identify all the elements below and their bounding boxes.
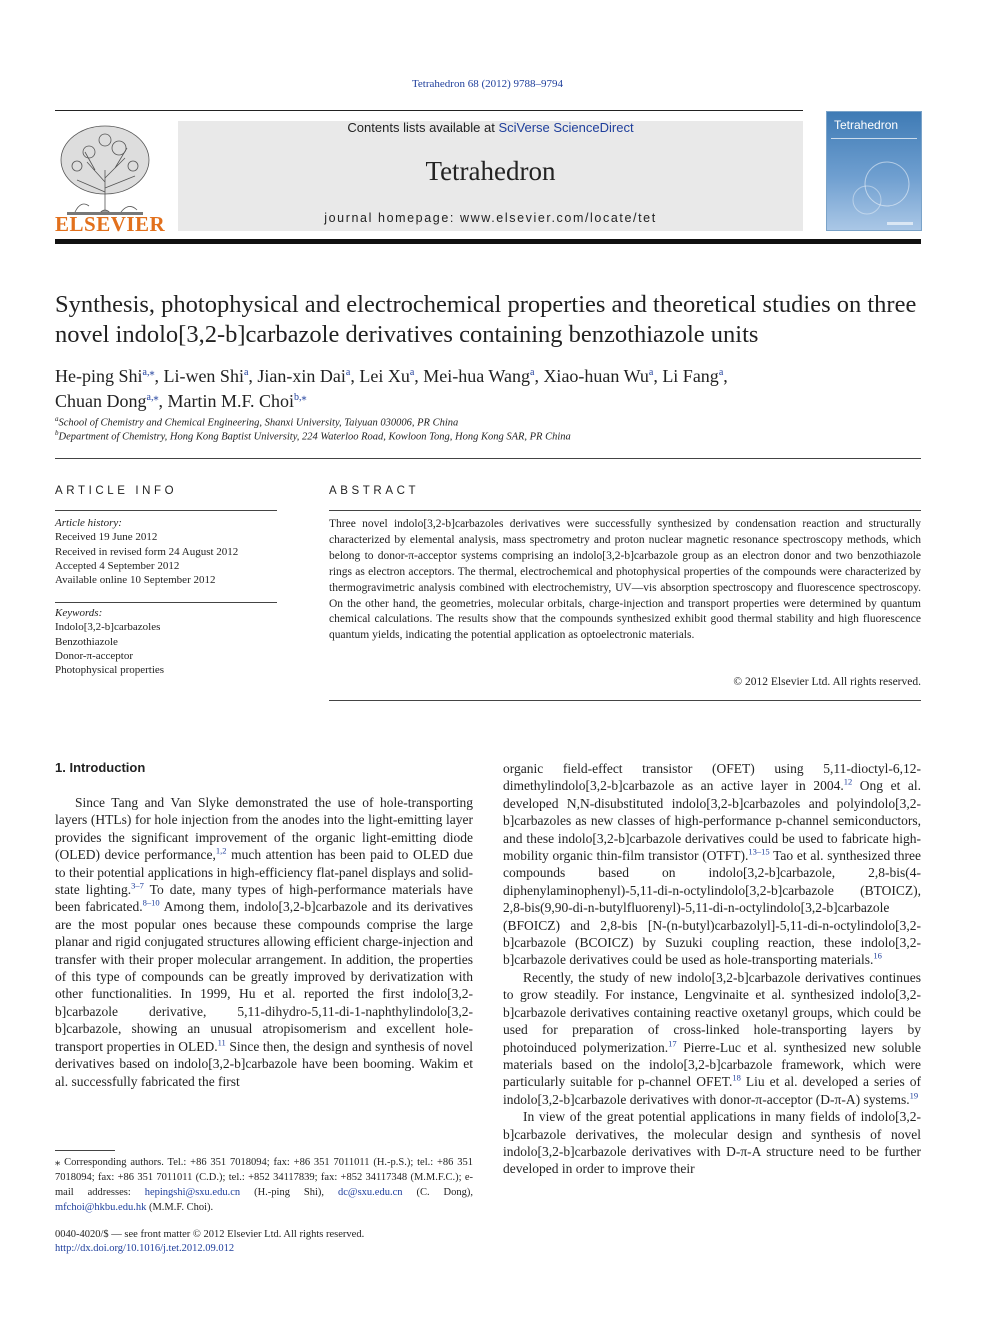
keyword-list (55, 620, 164, 677)
abstract-text: Three novel indolo[3,2-b]carbazoles derivatives were successfully synthesized by condensation reaction and structurally characterized by elemental analysis, mass spectrometry and proton nuclear magnetic resonance spectroscopy methods, which belong to donor-π-acceptor systems comprising an indolo[3,2-b]carbazole group as an electron donor and two benzothiazole rings as electron acceptors. The thermal, electrochemical and photophysical properties of the compounds were characterized by thermogravimetric analysis combined with electrochemistry, UV—vis absorption spectroscopy and fluorescence spectroscopy. On the other hand, the geometries, molecular orbitals, charge-injection and transport properties were determined by quantum chemical calculations. The results show that the compounds synthesized exhibit good thermal stability and high fluorescence quantum yields, indicating the potential application as optoelectronic materials. (329, 518, 921, 642)
reference-link[interactable]: 13–15 (748, 846, 770, 857)
abstract-heading: ABSTRACT (329, 485, 420, 497)
author-affiliation-mark[interactable]: a (243, 367, 249, 378)
contents-line: Contents lists available at SciVerse ScienceDirect (347, 120, 634, 135)
article-history (55, 516, 238, 587)
history-list (55, 530, 238, 587)
reference-link[interactable]: 16 (873, 950, 882, 961)
journal-name: Tetrahedron (425, 156, 556, 186)
body-column-right (503, 760, 921, 1178)
author-affiliation-mark[interactable]: a (718, 367, 724, 378)
author-name: Chuan Dong (55, 391, 147, 411)
author-list (55, 362, 925, 412)
body-paragraph: Since Tang and Van Slyke demonstrated the use of hole-transporting layers (HTLs) for hole injection from the anodes into the light-emitting layer provides the significant improvement of the organic light-emitting diode (OLED) device performance,$^{1,2}$ much attention has been paid to OLED due to their potential applications in high-efficiency flat-panel displays and solid-state lighting.$^{3-7}$ To date, many types of high-performance materials have been fabricated.$^{8-10}$ Among them, indolo[3,2-b]carbazole and its derivatives are the most popular ones because these compounds comprise the large planar and rigid conjugated structures allowing efficient charge-injection and transfer with their proper molecular arrangement. In addition, the properties of this type of compounds can be greatly improved by derivatization with other functionalities. In 1999, Hu et al. reported the first indolo[3,2-b]carbazole derivative, 5,11-dihydro-5,11-di-1-naphthylindolo[3,2-b]carbazole, showing an unusual atropisomerism and excellent hole-transport properties in OLED.$^{11}$ Since then, the design and synthesis of novel derivatives based on indolo[3,2-b]carbazole have been booming. Wakim et al. successfully fabricated the first (55, 795, 473, 1089)
article-title-text: Synthesis, photophysical and electrochemical properties and theoretical studies on three novel indolo[3,2-b]carbazole derivatives containing benzothiazole units (55, 291, 917, 348)
author-name: Li-wen Shi (163, 366, 244, 386)
reference-link[interactable]: 8–10 (142, 897, 160, 908)
history-item: Available online 10 September 2012 (55, 574, 216, 587)
reference-link[interactable]: 19 (909, 1090, 919, 1101)
reference-link[interactable]: 17 (668, 1038, 677, 1048)
author-name: Martin M.F. Choi (167, 391, 295, 411)
keyword-item: Donor-π-acceptor (55, 649, 134, 662)
author-separator: , (723, 366, 728, 386)
author-separator: , (158, 391, 168, 411)
header-rule (55, 110, 803, 111)
author-name: He-ping Shi (55, 366, 143, 386)
journal-homepage[interactable]: journal homepage: www.elsevier.com/locate/tet (324, 211, 657, 225)
history-item: Accepted 4 September 2012 (55, 559, 180, 572)
article-info-rule (55, 510, 277, 511)
history-label: Article history: (55, 517, 122, 529)
article-title (55, 290, 925, 350)
reference-link[interactable]: 12 (843, 776, 853, 787)
email-link-choi[interactable]: mfchoi@hkbu.edu.hk (55, 1202, 147, 1213)
keyword-item: Indolo[3,2-b]carbazoles (55, 621, 161, 634)
reference-link[interactable]: 3–7 (131, 880, 144, 891)
email-link-dong[interactable]: dc@sxu.edu.cn (338, 1187, 403, 1198)
doi-link[interactable]: http://dx.doi.org/10.1016/j.tet.2012.09.012 (55, 1243, 235, 1254)
author-affiliation-mark[interactable]: a (409, 367, 415, 378)
footnote-rule (55, 1150, 115, 1151)
author-name: Mei-hua Wang (423, 366, 530, 386)
author-separator: , (154, 366, 164, 386)
issn-line: 0040-4020/$ — see front matter © 2012 Elsevier Ltd. All rights reserved. (55, 1229, 365, 1240)
keywords (55, 606, 164, 677)
affiliation-a: $^a$School of Chemistry and Chemical Engineering, Shanxi University, Taiyuan 030006, PR China (55, 415, 459, 429)
author-name: Lei Xu (359, 366, 410, 386)
email-link-shi[interactable]: hepingshi@sxu.edu.cn (144, 1187, 241, 1198)
author-separator: , (414, 366, 424, 386)
article-info-heading: ARTICLE INFO (55, 485, 178, 497)
journal-citation[interactable]: Tetrahedron 68 (2012) 9788–9794 (411, 78, 564, 90)
author-separator: , (534, 366, 544, 386)
affiliation-rule (55, 458, 921, 459)
abstract-bottom-rule (329, 700, 921, 701)
body-paragraph: Recently, the study of new indolo[3,2-b]carbazole derivatives continues to grow steadily. For instance, Lengvinaite et al. synthesized indolo[3,2-b]carbazole derivatives containing reactive oxetanyl groups, which could be used for preparation of cross-linked hole-transporting layers by photoinduced polymerization.$^{17}$ Pierre-Luc et al. synthesized new soluble materials based on the indolo[3,2-b]carbazole framework, which were particularly suitable for p-channel OFET.$^{18}$ Liu et al. developed a series of indolo[3,2-b]carbazole derivatives with donor-π-acceptor (D-π-A) systems.$^{19}$ (503, 969, 922, 1107)
reference-link[interactable]: 18 (732, 1072, 741, 1083)
history-item: Received 19 June 2012 (55, 531, 158, 544)
abstract-top-rule (329, 510, 921, 511)
author-affiliation-mark[interactable]: a (345, 367, 351, 378)
sciencedirect-link[interactable]: SciVerse ScienceDirect (498, 120, 634, 135)
elsevier-logo (55, 122, 166, 236)
section-heading-introduction: 1. Introduction (55, 760, 146, 775)
author-name: Jian-xin Dai (257, 366, 346, 386)
author-affiliation-mark[interactable]: a (648, 367, 654, 378)
publisher-wordmark: ELSEVIER (55, 212, 166, 236)
author-separator: , (653, 366, 663, 386)
affiliation-b: $^b$Department of Chemistry, Hong Kong Baptist University, 224 Waterloo Road, Kowloon Tong, Hong Kong SAR, PR China (55, 429, 571, 443)
history-item: Received in revised form 24 August 2012 (55, 545, 239, 558)
author-affiliation-mark[interactable]: a,⁎ (142, 367, 155, 378)
body-paragraph: In view of the great potential applications in many fields of indolo[3,2-b]carbazole derivatives, the molecular design and synthesis of novel indolo[3,2-b]carbazole derivatives with D-π-A structure need to be further developed in order to improve their (503, 1109, 921, 1177)
keywords-rule (55, 602, 277, 603)
author-affiliation-mark[interactable]: a,⁎ (146, 392, 159, 403)
author-separator: , (350, 366, 360, 386)
author-name: Li Fang (662, 366, 719, 386)
abstract-copyright: © 2012 Elsevier Ltd. All rights reserved. (733, 676, 921, 688)
author-name: Xiao-huan Wu (543, 366, 649, 386)
author-affiliation-mark[interactable]: b,⁎ (294, 392, 307, 403)
body-paragraph: organic field-effect transistor (OFET) using 5,11-dioctyl-6,12-dimethylindolo[3,2-b]carbazole as an active layer in 2004.12 Ong et al. developed N,N-disubstituted indolo[3,2-b]carbazoles and polyindolo[3,2-b]carbazoles as new classes of high-performance p-channel semiconductors, and these indolo[3,2-b]carbazole derivatives could be used to fabricate high-mobility organic thin-film transistor (OTFT).$^{13-15}$ Tao et al. synthesized three compounds based on indolo[3,2-b]carbazole, 2,8-bis(4-diphenylaminophenyl)-5,11-di-n-octylindolo[3,2-b]carbazole (BTOICZ), 2,8-bis(9,90-di-n-butylfluorenyl)-5,11-di-n-octylindolo[3,2-b]carbazole (BFOICZ) and 2,8-bis [N-(n-butyl)carbazolyl]-5,11-di-n-octylindolo[3,2-b]carbazole (BCOICZ) by Suzuki coupling reaction, these indolo[3,2-b]carbazole derivatives could be used as hole-transporting materials.$^{16}$ (503, 761, 921, 968)
keyword-item: Benzothiazole (55, 635, 118, 648)
keyword-item: Photophysical properties (55, 664, 165, 677)
author-affiliation-mark[interactable]: a (529, 367, 535, 378)
corresponding-author-footnote: ⁎ Corresponding authors. Tel.: +86 351 7018094; fax: +86 351 7011011 (H.-p.S.); tel.: +86 351 7018094; fax: +86 351 7011011 (C.D.); tel.: +852 34117839; fax: +852 34117348 (M.M.F.C.); e-mail addresses: hepingshi@sxu.edu.cn (H.-ping Shi), dc@sxu.edu.cn (C. Dong), mfchoi@hkbu.edu.hk (M.M.F. Choi). (55, 1157, 473, 1213)
author-separator: , (248, 366, 258, 386)
reference-link[interactable]: 1,2 (215, 845, 227, 856)
keywords-label: Keywords: (55, 607, 103, 619)
reference-link[interactable]: 11 (217, 1037, 226, 1048)
header-thick-rule (55, 239, 921, 244)
cover-title: Tetrahedron (834, 118, 899, 132)
body-column-left (55, 794, 473, 1090)
